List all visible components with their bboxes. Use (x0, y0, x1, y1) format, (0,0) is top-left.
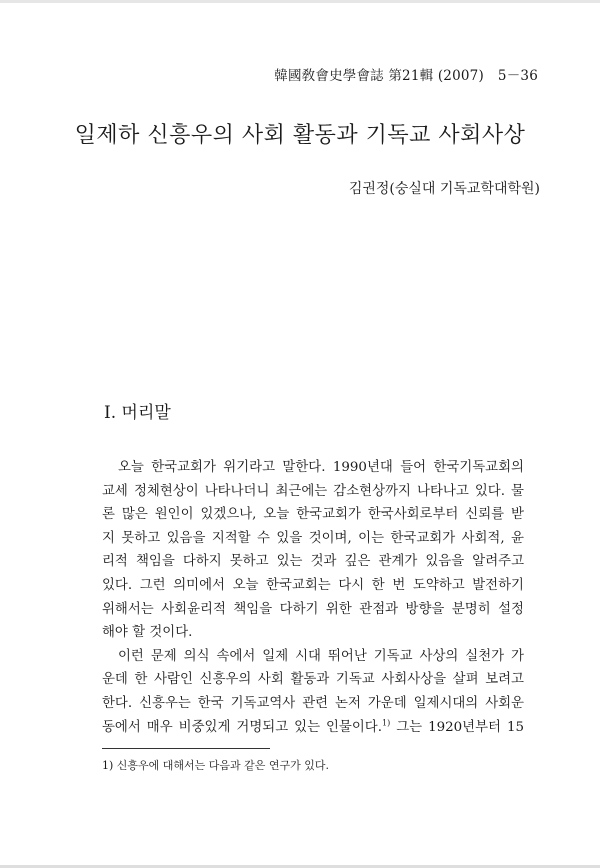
page-range: 5－36 (497, 68, 538, 84)
author-affiliation: 김권정(숭실대 기독교학대학원) (348, 181, 540, 197)
text-line: 이런 문제 의식 속에서 일제 시대 뛰어난 기독교 사상의 실천가 가 (118, 648, 524, 664)
text-line: 위해서는 사회윤리적 책임을 다하기 위한 관점과 방향을 분명히 설정 (102, 601, 524, 617)
text-span: 그는 1920년부터 15 (390, 719, 524, 735)
body-text (102, 456, 524, 739)
text-span: 동에서 매우 비중있게 거명되고 있는 인물이다. (102, 719, 382, 735)
footnote-reference[interactable]: 1) (382, 718, 391, 728)
footnote: 1) 신흥우에 대해서는 다음과 같은 연구가 있다. (102, 759, 330, 772)
text-line: 있다. 그런 의미에서 오늘 한국교회는 다시 한 번 도약하고 발전하기 (102, 577, 524, 593)
text-line: 리적 책임을 다하지 못하고 있는 것과 깊은 관계가 있음을 알려주고 (102, 554, 524, 570)
running-header (274, 64, 538, 84)
footnote-separator (102, 748, 270, 749)
text-line: 오늘 한국교회가 위기라고 말한다. 1990년대 들어 한국기독교회의 (118, 460, 524, 475)
text-line: 운데 한 사람인 신흥우의 사회 활동과 기독교 사회사상을 살펴 보려고 (102, 672, 524, 688)
text-line: 교세 정체현상이 나타나더니 최근에는 감소현상까지 나타나고 있다. 물 (102, 483, 524, 499)
section-heading: I. 머리말 (104, 403, 171, 423)
scan-edge-top (0, 0, 600, 3)
text-line: 한다. 신흥우는 한국 기독교역사 관련 논저 가운데 일제시대의 사회운 (102, 695, 524, 711)
text-line: 해야 할 것이다. (102, 625, 193, 641)
article-title: 일제하 신흥우의 사회 활동과 기독교 사회사상 (74, 123, 526, 148)
journal-name: 韓國敎會史學會誌 第21輯 (2007) (274, 68, 484, 84)
text-line (102, 716, 524, 740)
text-line: 지 못하고 있음을 지적할 수 있을 것이며, 이는 한국교회가 사회적, 윤 (102, 530, 524, 546)
text-line: 론 많은 원인이 있겠으나, 오늘 한국교회가 한국사회로부터 신뢰를 받 (102, 507, 524, 523)
